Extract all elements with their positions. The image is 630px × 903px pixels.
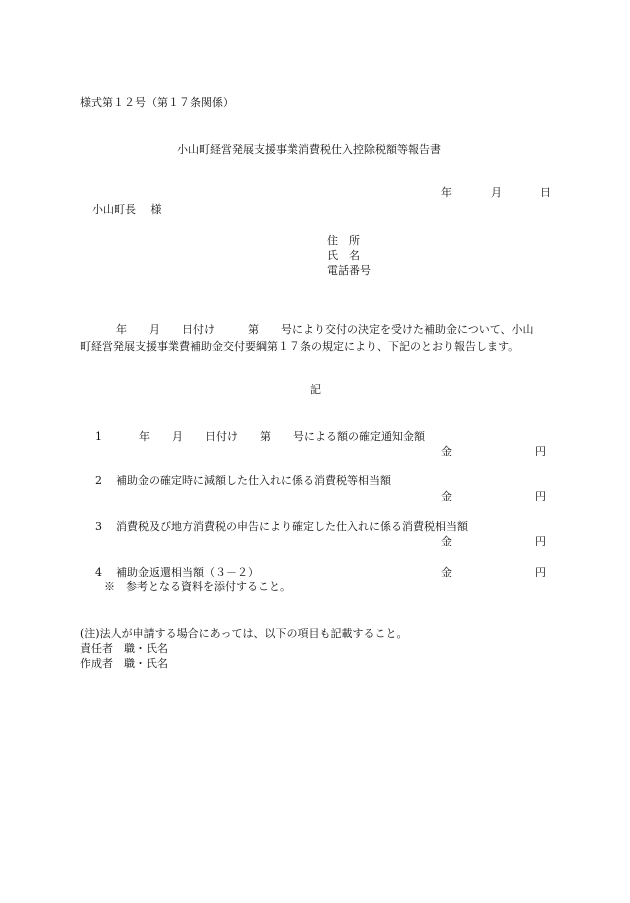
date-day: 日 (540, 186, 551, 199)
item-text: 年 月 日付け 第 号による額の確定通知金額 (139, 430, 425, 443)
item-kin: 金 (441, 490, 452, 503)
item-en: 円 (535, 445, 546, 458)
form-number: 様式第１２号（第１７条関係） (80, 96, 234, 109)
item-number: 1 (95, 430, 102, 443)
item-text: 消費税及び地方消費税の申告により確定した仕入れに係る消費税相当額 (116, 520, 468, 533)
footnote-intro: (注)法人が申請する場合にあっては、以下の項目も記載すること。 (80, 627, 408, 640)
date-month: 月 (491, 186, 502, 199)
name-label: 氏 名 (327, 249, 360, 262)
item-kin: 金 (441, 535, 452, 548)
preparer: 作成者 職・氏名 (80, 657, 168, 670)
addressee: 小山町長 様 (92, 203, 162, 216)
body-line-2: 町経営発展支援事業費補助金交付要綱第１７条の規定により、下記のとおり報告します。 (80, 340, 520, 353)
address-label: 住 所 (327, 234, 360, 247)
body-line-1: 年 月 日付け 第 号により交付の決定を受けた補助金について、小山 (116, 323, 534, 336)
item-kin: 金 (441, 566, 452, 579)
item-number: 4 (95, 566, 102, 579)
item-number: 3 (95, 520, 102, 533)
ki-heading: 記 (310, 383, 321, 396)
item-text: 補助金返還相当額（３－２） (116, 566, 259, 579)
document-title: 小山町経営発展支援事業消費税仕入控除税額等報告書 (177, 143, 441, 156)
item-en: 円 (535, 490, 546, 503)
item-text: 補助金の確定時に減額した仕入れに係る消費税等相当額 (116, 474, 391, 487)
item-en: 円 (535, 535, 546, 548)
responsible-person: 責任者 職・氏名 (80, 642, 168, 655)
phone-label: 電話番号 (327, 264, 371, 277)
item-en: 円 (535, 566, 546, 579)
date-year: 年 (441, 186, 452, 199)
item-kin: 金 (441, 445, 452, 458)
item-number: 2 (95, 474, 102, 487)
reference-note: ※ 参考となる資料を添付すること。 (104, 580, 291, 593)
